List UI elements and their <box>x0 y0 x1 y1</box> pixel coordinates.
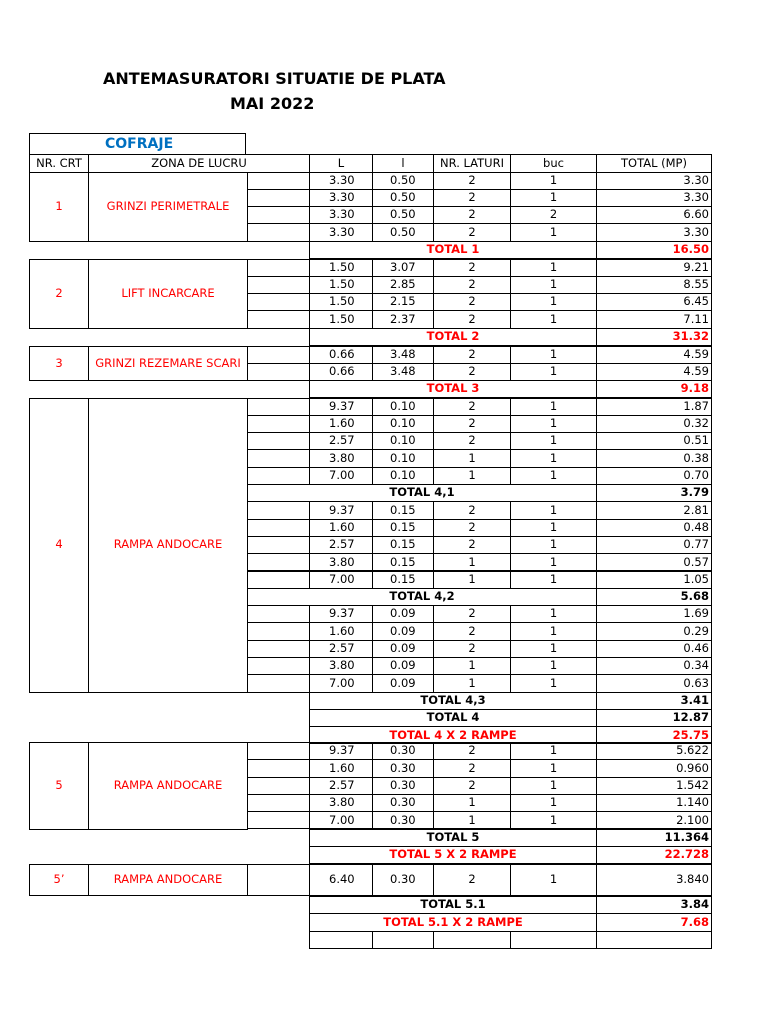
total-2-label: TOTAL 2 <box>309 328 597 346</box>
data-row-g3-r10-width: 0.09 <box>372 605 434 623</box>
group-zone-1: LIFT INCARCARE <box>88 259 248 329</box>
document-title: ANTEMASURATORI SITUATIE DE PLATA <box>103 69 446 88</box>
data-row-g3-r7-length: 2.57 <box>309 536 373 554</box>
data-row-g3-r11-laturi: 2 <box>433 622 511 640</box>
data-row-g3-r11-length: 1.60 <box>309 622 373 640</box>
data-row-g3-r9-length: 7.00 <box>309 571 373 589</box>
data-row-g3-r10-laturi: 2 <box>433 605 511 623</box>
data-row-g0-r3-width: 0.50 <box>372 223 434 241</box>
data-row-g4-r0-laturi: 2 <box>433 742 511 760</box>
data-row-g3-r1-laturi: 2 <box>433 415 511 433</box>
data-row-g4-r4-blank <box>247 811 310 829</box>
column-header-0: NR. CRT <box>29 154 89 173</box>
data-row-g3-r6-length: 1.60 <box>309 519 373 537</box>
document-subtitle: MAI 2022 <box>230 94 315 113</box>
data-row-g3-r8-blank <box>247 553 310 571</box>
data-row-g1-r3-width: 2.37 <box>372 310 434 328</box>
data-row-g4-r3-laturi: 1 <box>433 794 511 812</box>
data-row-g4-r3-buc: 1 <box>510 794 597 812</box>
data-row-g2-r0-width: 3.48 <box>372 346 434 364</box>
data-row-g3-r1-buc: 1 <box>510 415 597 433</box>
data-row-g3-r3-length: 3.80 <box>309 449 373 467</box>
data-row-g4-r1-width: 0.30 <box>372 759 434 777</box>
data-row-g4-r3-total: 1.140 <box>596 794 712 812</box>
data-row-g3-r2-length: 2.57 <box>309 432 373 450</box>
data-row-g3-r13-blank <box>247 657 310 675</box>
data-row-g3-r7-width: 0.15 <box>372 536 434 554</box>
data-row-g3-r7-blank <box>247 536 310 554</box>
data-row-g1-r3-laturi: 2 <box>433 310 511 328</box>
data-row-g4-r1-laturi: 2 <box>433 759 511 777</box>
data-row-g3-r4-length: 7.00 <box>309 467 373 485</box>
data-row-g3-r8-buc: 1 <box>510 553 597 571</box>
data-row-g4-r2-total: 1.542 <box>596 777 712 795</box>
data-row-g2-r0-length: 0.66 <box>309 346 373 364</box>
total-4-value: 12.87 <box>596 709 712 727</box>
total-1-value: 16.50 <box>596 241 712 259</box>
data-row-g3-r1-width: 0.10 <box>372 415 434 433</box>
data-row-g0-r1-buc: 1 <box>510 189 597 207</box>
data-row-g0-r0-length: 3.30 <box>309 172 373 190</box>
data-row-g3-r6-laturi: 2 <box>433 519 511 537</box>
column-header-4: NR. LATURI <box>433 154 511 173</box>
column-header-2: L <box>309 154 373 173</box>
data-row-g1-r0-total: 9.21 <box>596 259 712 277</box>
data-row-g2-r0-blank <box>247 346 310 364</box>
data-row-g3-r5-blank <box>247 501 310 519</box>
group-zone-0: GRINZI PERIMETRALE <box>88 172 248 242</box>
data-row-g0-r0-blank <box>247 172 310 190</box>
data-row-g3-r11-blank <box>247 622 310 640</box>
total-5-x2-value: 22.728 <box>596 846 712 864</box>
data-row-g1-r2-laturi: 2 <box>433 293 511 311</box>
data-row-g3-r3-total: 0.38 <box>596 449 712 467</box>
data-row-g4-r4-buc: 1 <box>510 811 597 829</box>
data-row-g1-r1-width: 2.85 <box>372 276 434 294</box>
data-row-g5-r0-width: 0.30 <box>372 864 434 896</box>
total-4-1-label: TOTAL 4,1 <box>247 484 597 502</box>
total-5-1-x2-label: TOTAL 5.1 X 2 RAMPE <box>309 913 597 931</box>
data-row-g4-r2-blank <box>247 777 310 795</box>
data-row-g3-r10-total: 1.69 <box>596 605 712 623</box>
total-5-value: 11.364 <box>596 829 712 847</box>
total-1-label: TOTAL 1 <box>309 241 597 259</box>
data-row-g1-r1-laturi: 2 <box>433 276 511 294</box>
data-row-g3-r7-total: 0.77 <box>596 536 712 554</box>
data-row-g3-r11-buc: 1 <box>510 622 597 640</box>
data-row-g3-r2-width: 0.10 <box>372 432 434 450</box>
data-row-g1-r0-laturi: 2 <box>433 259 511 277</box>
empty-cell-4 <box>510 931 597 949</box>
data-row-g4-r4-total: 2.100 <box>596 811 712 829</box>
data-row-g3-r2-total: 0.51 <box>596 432 712 450</box>
data-row-g3-r13-length: 3.80 <box>309 657 373 675</box>
data-row-g0-r2-blank <box>247 206 310 224</box>
data-row-g5-r0-total: 3.840 <box>596 864 712 896</box>
data-row-g3-r14-laturi: 1 <box>433 674 511 692</box>
total-5-1-label: TOTAL 5.1 <box>309 896 597 914</box>
data-row-g3-r6-blank <box>247 519 310 537</box>
total-4-1-value: 3.79 <box>596 484 712 502</box>
data-row-g3-r8-total: 0.57 <box>596 553 712 571</box>
data-row-g1-r2-blank <box>247 293 310 311</box>
data-row-g4-r1-blank <box>247 759 310 777</box>
group-number-5: 5’ <box>29 864 89 896</box>
data-row-g1-r3-blank <box>247 310 310 328</box>
data-row-g3-r6-width: 0.15 <box>372 519 434 537</box>
data-row-g0-r2-laturi: 2 <box>433 206 511 224</box>
data-row-g3-r5-laturi: 2 <box>433 501 511 519</box>
data-row-g2-r0-total: 4.59 <box>596 346 712 364</box>
data-row-g1-r0-width: 3.07 <box>372 259 434 277</box>
data-row-g2-r1-length: 0.66 <box>309 363 373 381</box>
data-row-g3-r0-laturi: 2 <box>433 398 511 416</box>
data-row-g4-r4-width: 0.30 <box>372 811 434 829</box>
data-row-g1-r0-buc: 1 <box>510 259 597 277</box>
data-row-g2-r0-buc: 1 <box>510 346 597 364</box>
group-zone-4: RAMPA ANDOCARE <box>88 742 248 830</box>
data-row-g4-r1-buc: 1 <box>510 759 597 777</box>
data-row-g4-r3-blank <box>247 794 310 812</box>
data-row-g4-r1-length: 1.60 <box>309 759 373 777</box>
data-row-g3-r0-length: 9.37 <box>309 398 373 416</box>
data-row-g1-r0-blank <box>247 259 310 277</box>
data-row-g3-r13-buc: 1 <box>510 657 597 675</box>
data-row-g1-r1-buc: 1 <box>510 276 597 294</box>
data-row-g5-r0-laturi: 2 <box>433 864 511 896</box>
total-4-x2-label: TOTAL 4 X 2 RAMPE <box>309 726 597 744</box>
data-row-g3-r14-blank <box>247 674 310 692</box>
data-row-g3-r9-buc: 1 <box>510 571 597 589</box>
data-row-g1-r1-total: 8.55 <box>596 276 712 294</box>
data-row-g3-r7-buc: 1 <box>510 536 597 554</box>
data-row-g4-r1-total: 0.960 <box>596 759 712 777</box>
group-number-0: 1 <box>29 172 89 242</box>
data-row-g1-r2-buc: 1 <box>510 293 597 311</box>
data-row-g0-r2-width: 0.50 <box>372 206 434 224</box>
data-row-g0-r3-length: 3.30 <box>309 223 373 241</box>
group-number-2: 3 <box>29 346 89 382</box>
data-row-g5-r0-blank <box>247 864 310 896</box>
data-row-g3-r4-laturi: 1 <box>433 467 511 485</box>
data-row-g0-r0-buc: 1 <box>510 172 597 190</box>
data-row-g2-r1-laturi: 2 <box>433 363 511 381</box>
column-header-1: ZONA DE LUCRU <box>88 154 310 173</box>
data-row-g4-r2-width: 0.30 <box>372 777 434 795</box>
total-5-1-value: 3.84 <box>596 896 712 914</box>
data-row-g4-r4-length: 7.00 <box>309 811 373 829</box>
data-row-g3-r6-total: 0.48 <box>596 519 712 537</box>
total-4-2-label: TOTAL 4,2 <box>247 588 597 606</box>
data-row-g3-r0-width: 0.10 <box>372 398 434 416</box>
data-row-g3-r1-blank <box>247 415 310 433</box>
data-row-g5-r0-buc: 1 <box>510 864 597 896</box>
section-title: COFRAJE <box>29 133 246 155</box>
data-row-g0-r3-buc: 1 <box>510 223 597 241</box>
data-row-g0-r1-length: 3.30 <box>309 189 373 207</box>
data-row-g3-r3-blank <box>247 449 310 467</box>
data-row-g3-r0-buc: 1 <box>510 398 597 416</box>
data-row-g3-r12-blank <box>247 640 310 658</box>
data-row-g3-r3-buc: 1 <box>510 449 597 467</box>
data-row-g3-r4-total: 0.70 <box>596 467 712 485</box>
data-row-g3-r5-buc: 1 <box>510 501 597 519</box>
data-row-g1-r2-width: 2.15 <box>372 293 434 311</box>
data-row-g3-r10-buc: 1 <box>510 605 597 623</box>
data-row-g4-r2-length: 2.57 <box>309 777 373 795</box>
data-row-g0-r0-width: 0.50 <box>372 172 434 190</box>
total-4-3-label: TOTAL 4,3 <box>309 692 597 710</box>
total-2-value: 31.32 <box>596 328 712 346</box>
data-row-g3-r5-width: 0.15 <box>372 501 434 519</box>
empty-cell-1 <box>309 931 373 949</box>
data-row-g4-r2-buc: 1 <box>510 777 597 795</box>
data-row-g2-r1-buc: 1 <box>510 363 597 381</box>
data-row-g3-r9-width: 0.15 <box>372 571 434 589</box>
data-row-g1-r2-length: 1.50 <box>309 293 373 311</box>
empty-cell-5 <box>596 931 712 949</box>
data-row-g3-r4-buc: 1 <box>510 467 597 485</box>
data-row-g3-r3-laturi: 1 <box>433 449 511 467</box>
data-row-g3-r0-blank <box>247 398 310 416</box>
data-row-g3-r4-width: 0.10 <box>372 467 434 485</box>
data-row-g1-r3-total: 7.11 <box>596 310 712 328</box>
empty-cell-2 <box>372 931 434 949</box>
data-row-g3-r7-laturi: 2 <box>433 536 511 554</box>
data-row-g3-r8-length: 3.80 <box>309 553 373 571</box>
data-row-g0-r2-length: 3.30 <box>309 206 373 224</box>
data-row-g2-r0-laturi: 2 <box>433 346 511 364</box>
data-row-g3-r8-laturi: 1 <box>433 553 511 571</box>
total-4-3-value: 3.41 <box>596 692 712 710</box>
data-row-g3-r12-length: 2.57 <box>309 640 373 658</box>
column-header-3: l <box>372 154 434 173</box>
data-row-g1-r2-total: 6.45 <box>596 293 712 311</box>
data-row-g3-r2-buc: 1 <box>510 432 597 450</box>
data-row-g0-r1-blank <box>247 189 310 207</box>
column-header-5: buc <box>510 154 597 173</box>
total-5-label: TOTAL 5 <box>309 829 597 847</box>
total-4-label: TOTAL 4 <box>309 709 597 727</box>
data-row-g3-r0-total: 1.87 <box>596 398 712 416</box>
data-row-g3-r4-blank <box>247 467 310 485</box>
data-row-g3-r14-width: 0.09 <box>372 674 434 692</box>
data-row-g1-r3-buc: 1 <box>510 310 597 328</box>
data-row-g4-r3-width: 0.30 <box>372 794 434 812</box>
group-number-3: 4 <box>29 398 89 693</box>
data-row-g1-r3-length: 1.50 <box>309 310 373 328</box>
total-4-x2-value: 25.75 <box>596 726 712 744</box>
data-row-g3-r14-total: 0.63 <box>596 674 712 692</box>
group-number-4: 5 <box>29 742 89 830</box>
empty-cell-3 <box>433 931 511 949</box>
data-row-g4-r0-total: 5.622 <box>596 742 712 760</box>
data-row-g3-r9-total: 1.05 <box>596 571 712 589</box>
data-row-g3-r2-laturi: 2 <box>433 432 511 450</box>
group-zone-2: GRINZI REZEMARE SCARI <box>88 346 248 382</box>
data-row-g3-r6-buc: 1 <box>510 519 597 537</box>
data-row-g3-r10-length: 9.37 <box>309 605 373 623</box>
data-row-g3-r11-width: 0.09 <box>372 622 434 640</box>
group-number-1: 2 <box>29 259 89 329</box>
data-row-g3-r9-laturi: 1 <box>433 571 511 589</box>
group-zone-3: RAMPA ANDOCARE <box>88 398 248 693</box>
data-row-g3-r5-total: 2.81 <box>596 501 712 519</box>
data-row-g0-r2-total: 6.60 <box>596 206 712 224</box>
group-zone-5: RAMPA ANDOCARE <box>88 864 248 896</box>
data-row-g3-r12-laturi: 2 <box>433 640 511 658</box>
data-row-g0-r3-total: 3.30 <box>596 223 712 241</box>
data-row-g5-r0-length: 6.40 <box>309 864 373 896</box>
data-row-g0-r2-buc: 2 <box>510 206 597 224</box>
data-row-g2-r1-blank <box>247 363 310 381</box>
data-row-g3-r8-width: 0.15 <box>372 553 434 571</box>
data-row-g3-r2-blank <box>247 432 310 450</box>
data-row-g0-r3-blank <box>247 223 310 241</box>
total-5-x2-label: TOTAL 5 X 2 RAMPE <box>309 846 597 864</box>
data-row-g0-r1-width: 0.50 <box>372 189 434 207</box>
data-row-g3-r1-total: 0.32 <box>596 415 712 433</box>
data-row-g3-r12-buc: 1 <box>510 640 597 658</box>
data-row-g3-r14-buc: 1 <box>510 674 597 692</box>
total-3-label: TOTAL 3 <box>309 380 597 398</box>
data-row-g0-r3-laturi: 2 <box>433 223 511 241</box>
data-row-g4-r0-buc: 1 <box>510 742 597 760</box>
data-row-g3-r14-length: 7.00 <box>309 674 373 692</box>
total-5-1-x2-value: 7.68 <box>596 913 712 931</box>
data-row-g0-r0-laturi: 2 <box>433 172 511 190</box>
data-row-g4-r0-width: 0.30 <box>372 742 434 760</box>
data-row-g3-r11-total: 0.29 <box>596 622 712 640</box>
total-3-value: 9.18 <box>596 380 712 398</box>
data-row-g0-r1-total: 3.30 <box>596 189 712 207</box>
data-row-g2-r1-width: 3.48 <box>372 363 434 381</box>
data-row-g3-r5-length: 9.37 <box>309 501 373 519</box>
data-row-g1-r1-length: 1.50 <box>309 276 373 294</box>
data-row-g4-r0-length: 9.37 <box>309 742 373 760</box>
data-row-g3-r9-blank <box>247 571 310 589</box>
data-row-g3-r13-width: 0.09 <box>372 657 434 675</box>
data-row-g1-r0-length: 1.50 <box>309 259 373 277</box>
total-4-2-value: 5.68 <box>596 588 712 606</box>
data-row-g4-r2-laturi: 2 <box>433 777 511 795</box>
data-row-g3-r3-width: 0.10 <box>372 449 434 467</box>
data-row-g4-r3-length: 3.80 <box>309 794 373 812</box>
data-row-g4-r0-blank <box>247 742 310 760</box>
data-row-g3-r12-width: 0.09 <box>372 640 434 658</box>
data-row-g3-r13-total: 0.34 <box>596 657 712 675</box>
data-row-g3-r1-length: 1.60 <box>309 415 373 433</box>
data-row-g3-r13-laturi: 1 <box>433 657 511 675</box>
data-row-g1-r1-blank <box>247 276 310 294</box>
data-row-g0-r1-laturi: 2 <box>433 189 511 207</box>
data-row-g2-r1-total: 4.59 <box>596 363 712 381</box>
data-row-g0-r0-total: 3.30 <box>596 172 712 190</box>
data-row-g3-r12-total: 0.46 <box>596 640 712 658</box>
column-header-6: TOTAL (MP) <box>596 154 712 173</box>
data-row-g3-r10-blank <box>247 605 310 623</box>
data-row-g4-r4-laturi: 1 <box>433 811 511 829</box>
